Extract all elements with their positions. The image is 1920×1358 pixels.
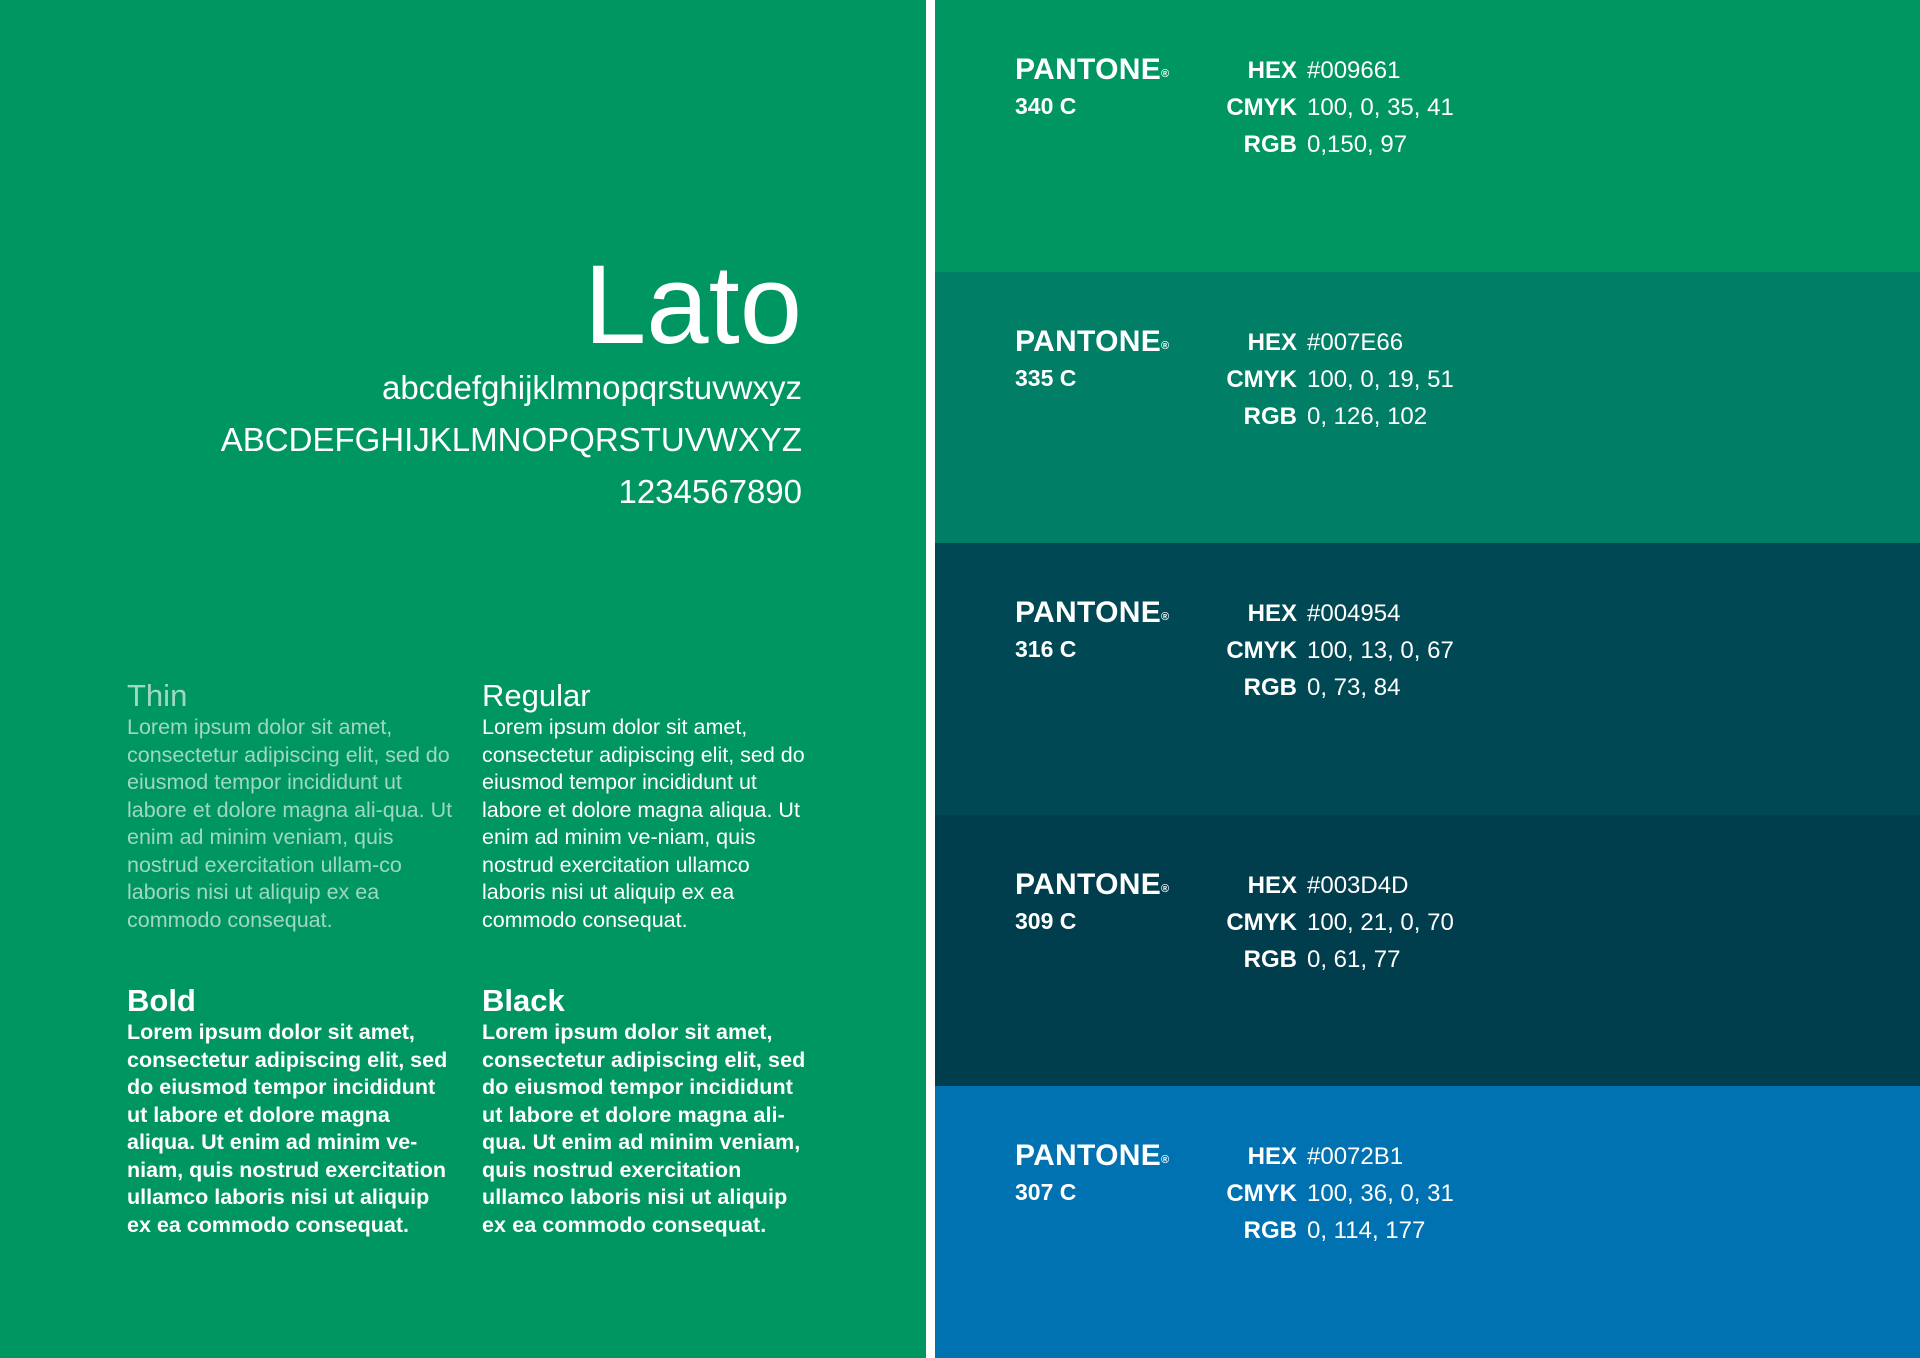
weight-sample-text: Lorem ipsum dolor sit amet, consectetur adipiscing elit, sed do eiusmod tempor incididunt ut labore et dolore magna ali-qua. Ut enim ad minim veniam, quis nostrud exercitation ullam-co laboris nisi ut aliquip ex ea commodo consequat. [127, 715, 453, 932]
cmyk-label: CMYK [1226, 94, 1297, 121]
hex-value: #003D4D [1307, 872, 1409, 899]
weight-sample-black [482, 983, 812, 1239]
registered-mark: ® [1161, 340, 1170, 352]
hex-value: #007E66 [1307, 329, 1404, 356]
pantone-code: 340 C [1015, 93, 1077, 119]
weight-sample-bold [127, 983, 457, 1239]
registered-mark: ® [1161, 883, 1170, 895]
rgb-label: RGB [1243, 131, 1297, 158]
pantone-label: PANTONE [1015, 325, 1162, 358]
rgb-label: RGB [1243, 1217, 1297, 1244]
cmyk-spec [1175, 91, 1675, 125]
pantone-code: 309 C [1015, 908, 1077, 934]
pantone-code: 307 C [1015, 1179, 1077, 1205]
weight-sample-thin [127, 678, 457, 934]
rgb-label: RGB [1243, 674, 1297, 701]
pantone-brand [1015, 595, 1169, 631]
weight-sample-text: Lorem ipsum dolor sit amet, consectetur adipiscing elit, sed do eiusmod tempor incididunt ut labore et dolore magna aliqua. Ut enim ad minim ve-niam, quis nostrud exercitation ullamco laboris nisi ut aliquip ex ea commodo consequat. [482, 715, 805, 932]
color-swatch-335c [935, 272, 1920, 544]
uppercase-glyphs: ABCDEFGHIJKLMNOPQRSTUVWXYZ [220, 421, 802, 458]
hex-label: HEX [1247, 1143, 1297, 1170]
pantone-brand [1015, 52, 1169, 88]
color-swatch-307c [935, 1086, 1920, 1358]
hex-value: #004954 [1307, 600, 1401, 627]
pantone-brand [1015, 324, 1169, 360]
rgb-value: 0, 61, 77 [1307, 946, 1401, 973]
font-name: Lato [584, 242, 802, 367]
pantone-label: PANTONE [1015, 1139, 1162, 1172]
rgb-spec [1175, 671, 1675, 705]
rgb-spec [1175, 943, 1675, 977]
digit-glyphs: 1234567890 [618, 473, 802, 510]
pantone-label: PANTONE [1015, 596, 1162, 629]
hex-value: #009661 [1307, 57, 1401, 84]
rgb-value: 0,150, 97 [1307, 131, 1408, 158]
cmyk-value: 100, 0, 19, 51 [1307, 366, 1454, 393]
cmyk-label: CMYK [1226, 909, 1297, 936]
panel-divider [926, 0, 935, 1358]
rgb-value: 0, 73, 84 [1307, 674, 1401, 701]
pantone-label: PANTONE [1015, 868, 1162, 901]
cmyk-spec [1175, 634, 1675, 668]
cmyk-label: CMYK [1226, 366, 1297, 393]
color-palette [935, 0, 1920, 1358]
rgb-value: 0, 114, 177 [1307, 1217, 1426, 1244]
color-swatch-340c [935, 0, 1920, 272]
pantone-brand [1015, 867, 1169, 903]
pantone-code: 335 C [1015, 365, 1077, 391]
weight-title: Regular [482, 678, 591, 713]
cmyk-spec [1175, 1177, 1675, 1211]
cmyk-label: CMYK [1226, 637, 1297, 664]
hex-spec [1175, 54, 1675, 88]
hex-spec [1175, 326, 1675, 360]
hex-label: HEX [1247, 872, 1297, 899]
hex-value: #0072B1 [1307, 1143, 1404, 1170]
hex-label: HEX [1247, 600, 1297, 627]
cmyk-label: CMYK [1226, 1180, 1297, 1207]
lowercase-glyphs: abcdefghijklmnopqrstuvwxyz [381, 369, 802, 406]
hex-spec [1175, 597, 1675, 631]
color-swatch-309c [935, 815, 1920, 1087]
cmyk-value: 100, 36, 0, 31 [1307, 1180, 1454, 1207]
pantone-code: 316 C [1015, 636, 1077, 662]
cmyk-value: 100, 21, 0, 70 [1307, 909, 1454, 936]
weight-title: Bold [127, 983, 196, 1018]
hex-spec [1175, 1140, 1675, 1174]
weight-sample-text: Lorem ipsum dolor sit amet, consectetur adipiscing elit, sed do eiusmod tempor incididunt ut labore et dolore magna ali-qua. Ut enim ad minim veniam, quis nostrud exercitation ullamco laboris nisi ut aliquip ex ea commodo consequat. [482, 1020, 806, 1237]
rgb-spec [1175, 1214, 1675, 1248]
hex-label: HEX [1247, 57, 1297, 84]
rgb-spec [1175, 128, 1675, 162]
rgb-label: RGB [1243, 403, 1297, 430]
cmyk-spec [1175, 363, 1675, 397]
hex-spec [1175, 869, 1675, 903]
color-swatch-316c [935, 543, 1920, 815]
rgb-spec [1175, 400, 1675, 434]
registered-mark: ® [1161, 1154, 1170, 1166]
hex-label: HEX [1247, 329, 1297, 356]
weight-sample-regular [482, 678, 812, 934]
typography-panel [0, 0, 926, 1358]
rgb-value: 0, 126, 102 [1307, 403, 1428, 430]
weight-title: Black [482, 983, 565, 1018]
weight-title: Thin [127, 678, 188, 713]
cmyk-spec [1175, 906, 1675, 940]
pantone-brand [1015, 1138, 1169, 1174]
cmyk-value: 100, 0, 35, 41 [1307, 94, 1454, 121]
pantone-label: PANTONE [1015, 53, 1162, 86]
cmyk-value: 100, 13, 0, 67 [1307, 637, 1454, 664]
weight-sample-text: Lorem ipsum dolor sit amet, consectetur adipiscing elit, sed do eiusmod tempor incididunt ut labore et dolore magna aliqua. Ut enim ad minim ve-niam, quis nostrud exercitation ullamco laboris nisi ut aliquip ex ea commodo consequat. [127, 1020, 448, 1237]
registered-mark: ® [1161, 611, 1170, 623]
registered-mark: ® [1161, 68, 1170, 80]
rgb-label: RGB [1243, 946, 1297, 973]
